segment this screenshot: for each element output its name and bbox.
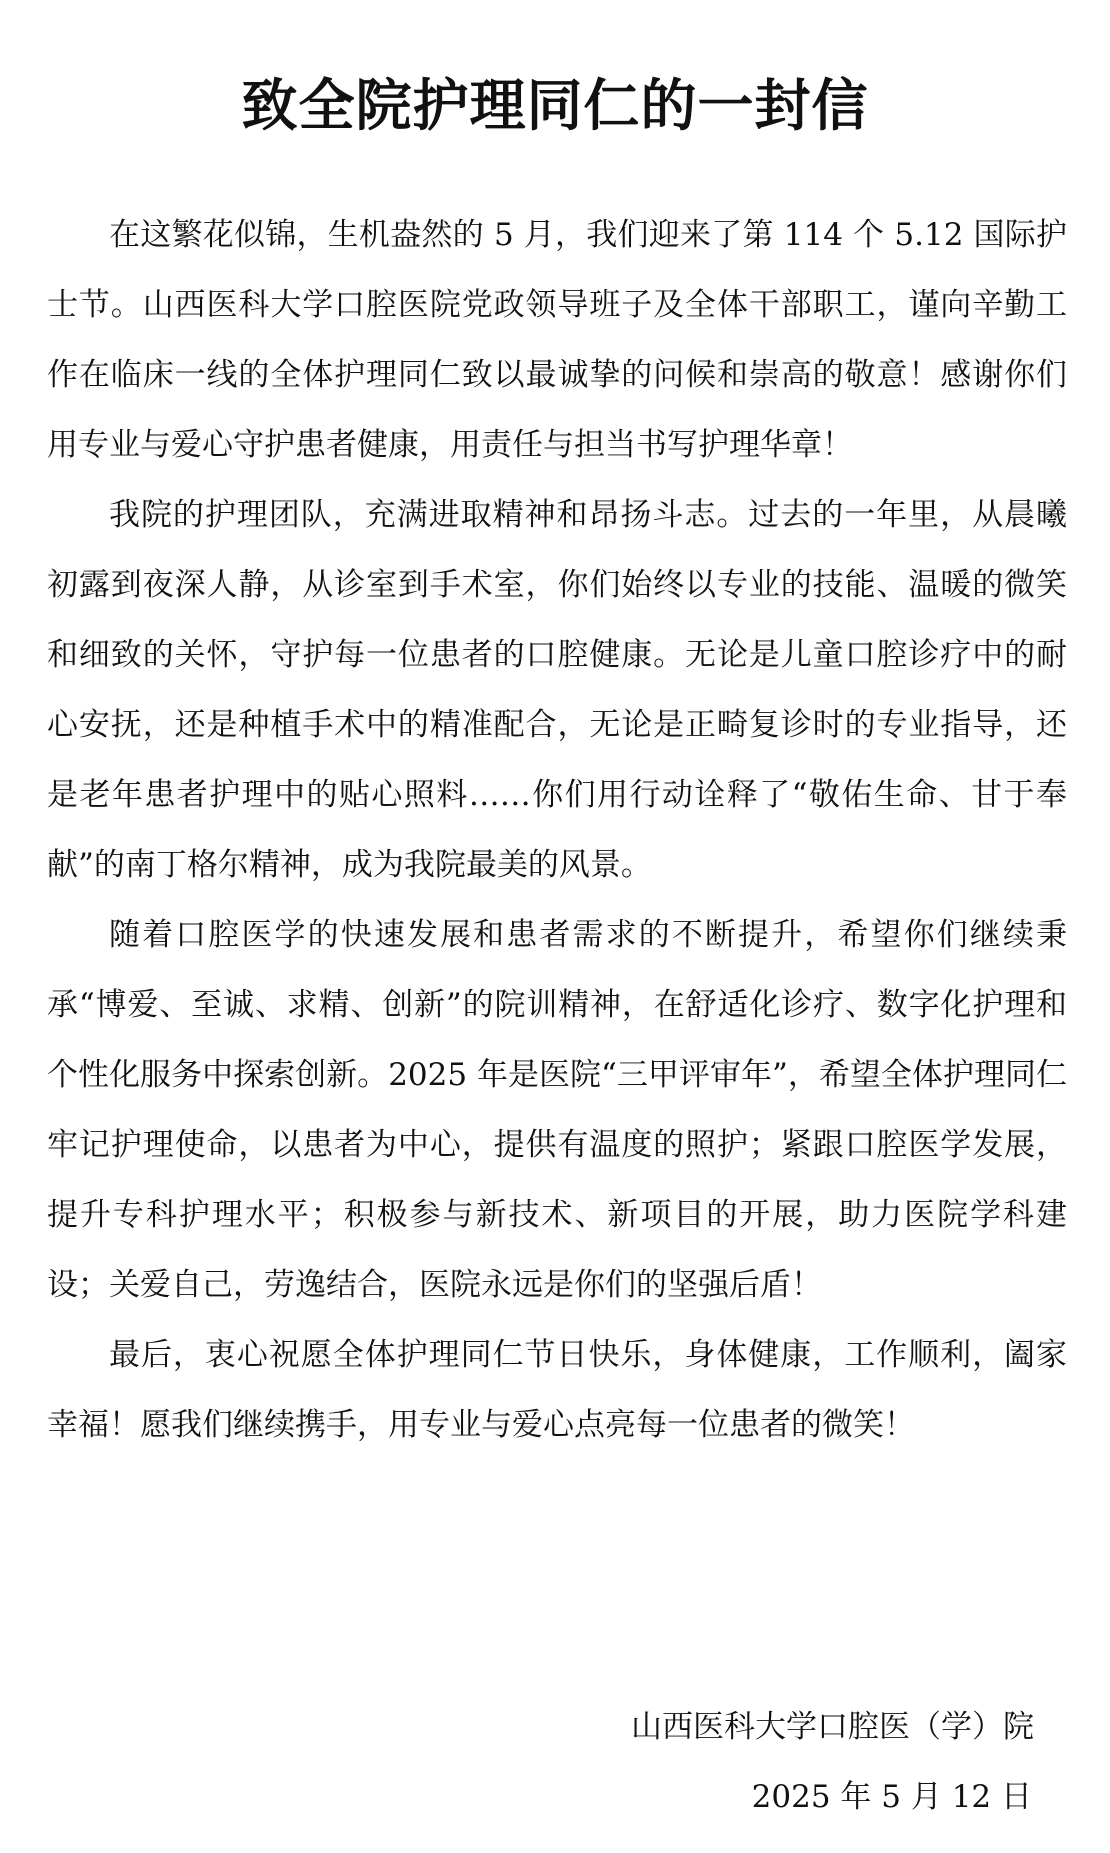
signature-organization: 山西医科大学口腔医（学）院 [631,1709,1034,1745]
letter-body [47,200,1067,1460]
letter-title: 致全院护理同仁的一封信 [241,74,869,139]
paragraph-2: 我院的护理团队，充满进取精神和昂扬斗志。过去的一年里，从晨曦初露到夜深人静，从诊室到手术室，你们始终以专业的技能、温暖的微笑和细致的关怀，守护每一位患者的口腔健康。无论是儿童口腔诊疗中的耐心安抚，还是种植手术中的精准配合，无论是正畸复诊时的专业指导，还是老年患者护理中的贴心照料……你们用行动诠释了“敬佑生命、甘于奉献”的南丁格尔精神，成为我院最美的风景。 [47,497,1067,883]
signature-block [631,1692,1034,1832]
paragraph-4: 最后，衷心祝愿全体护理同仁节日快乐，身体健康，工作顺利，阖家幸福！愿我们继续携手，用专业与爱心点亮每一位患者的微笑！ [47,1337,1067,1443]
signature-date: 2025 年 5 月 12 日 [751,1779,1032,1815]
paragraph-3: 随着口腔医学的快速发展和患者需求的不断提升，希望你们继续秉承“博爱、至诚、求精、创新”的院训精神，在舒适化诊疗、数字化护理和个性化服务中探索创新。2025 年是医院“三甲评审年”，希望全体护理同仁牢记护理使命，以患者为中心，提供有温度的照护；紧跟口腔医学发展，提升专科护理水平；积极参与新技术、新项目的开展，助力医院学科建设；关爱自己，劳逸结合，医院永远是你们的坚强后盾！ [47,917,1067,1303]
paragraph-1: 在这繁花似锦，生机盎然的 5 月，我们迎来了第 114 个 5.12 国际护士节。山西医科大学口腔医院党政领导班子及全体干部职工，谨向辛勤工作在临床一线的全体护理同仁致以最诚挚的问候和崇高的敬意！感谢你们用专业与爱心守护患者健康，用责任与担当书写护理华章！ [47,217,1067,463]
